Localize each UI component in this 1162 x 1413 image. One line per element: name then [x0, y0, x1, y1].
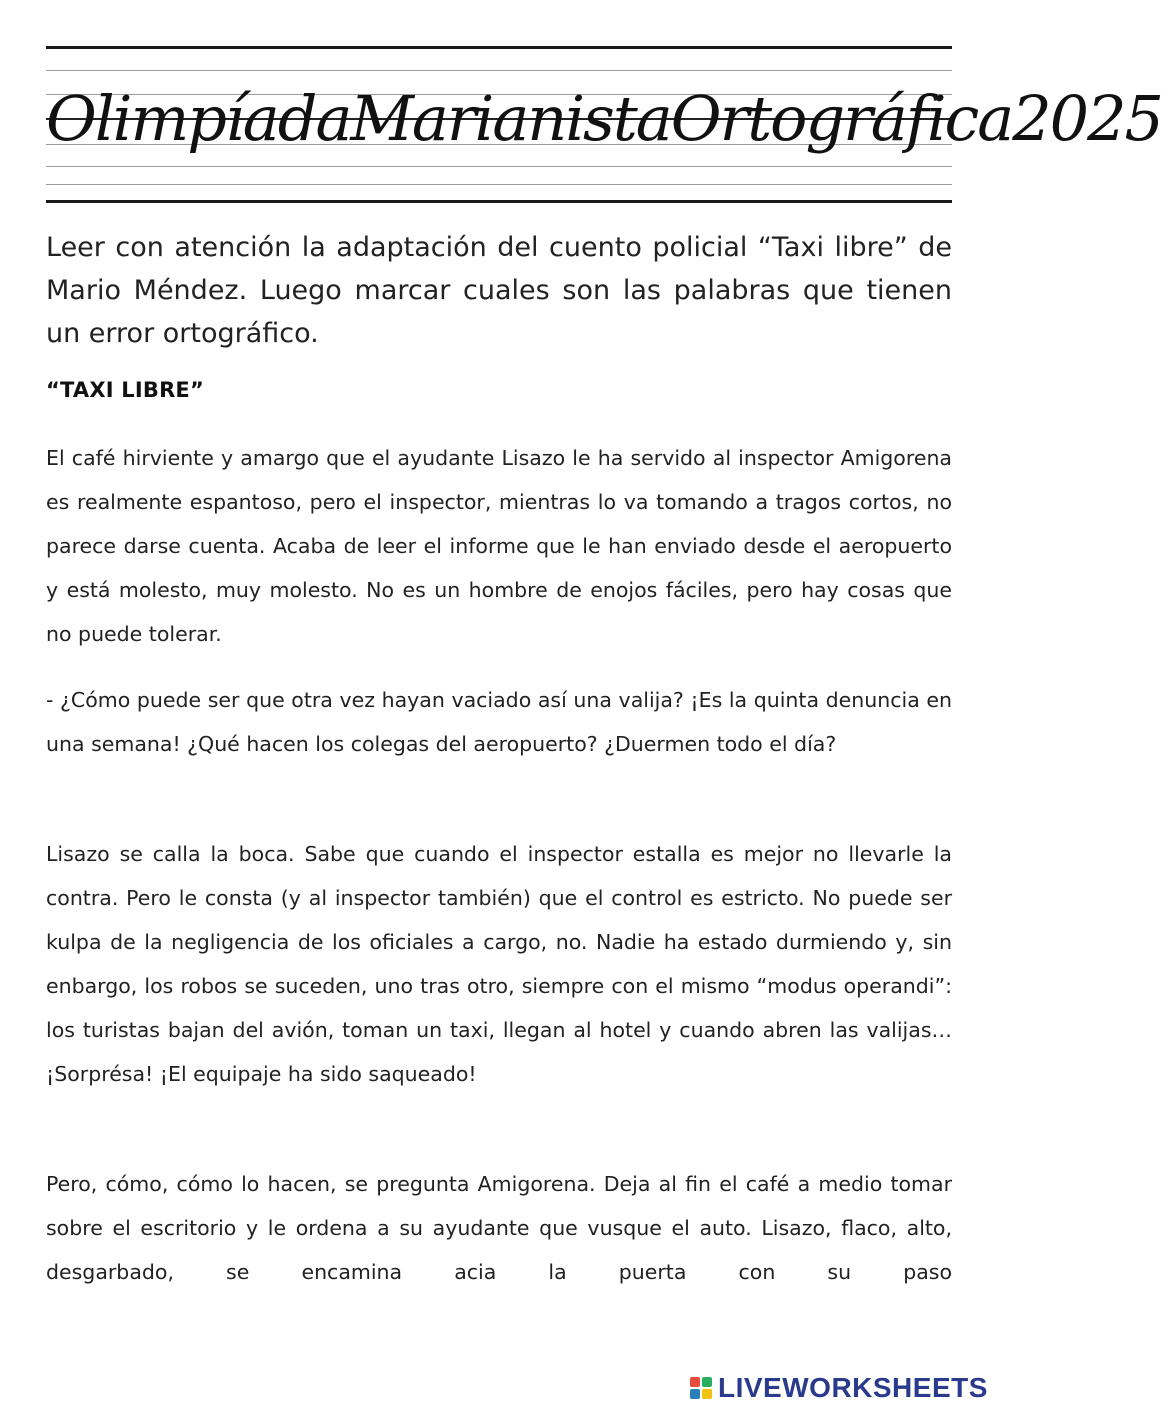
- handwriting-title-banner: [46, 44, 1162, 206]
- logo-square: [690, 1377, 700, 1387]
- logo-square: [690, 1389, 700, 1399]
- story-paragraph: El café hirviente y amargo que el ayudante Lisazo le ha servido al inspector Amigorena es realmente espantoso, pero el inspector, mientras lo va tomando a tragos cortos, no parece darse cuenta. Acaba de leer el informe que le han enviado desde el aeropuerto y está molesto, muy molesto. No es un hombre de enojos fáciles, pero hay cosas que no puede tolerar.: [46, 446, 952, 646]
- story-title: “TAXI LIBRE”: [46, 378, 204, 402]
- logo-square: [702, 1389, 712, 1399]
- guide-line: [46, 166, 952, 167]
- guide-line: [46, 70, 952, 71]
- logo-square: [702, 1377, 712, 1387]
- instructions-text: Leer con atención la adaptación del cuento policial “Taxi libre” de Mario Méndez. Luego marcar cuales son las palabras que tienen un error ortográfico.: [46, 232, 952, 349]
- liveworksheets-logo: [690, 1372, 988, 1404]
- top-border-line: [46, 46, 952, 49]
- story-paragraph: - ¿Cómo puede ser que otra vez hayan vaciado así una valija? ¡Es la quinta denuncia en una semana! ¿Qué hacen los colegas del aeropuerto? ¿Duermen todo el día?: [46, 688, 952, 756]
- bottom-border-line: [46, 200, 952, 203]
- story-paragraph: Pero, cómo, cómo lo hacen, se pregunta Amigorena. Deja al fin el café a medio tomar sobre el escritorio y le ordena a su ayudante que vusque el auto. Lisazo, flaco, alto, desgarbado, se encamina acia la puerta con su paso: [46, 1172, 952, 1284]
- logo-text: LIVEWORKSHEETS: [718, 1372, 988, 1403]
- guide-line: [46, 184, 952, 185]
- story-paragraph: Lisazo se calla la boca. Sabe que cuando el inspector estalla es mejor no llevarle la contra. Pero le consta (y al inspector también) que el control es estricto. No puede ser kulpa de la negligencia de los oficiales a cargo, no. Nadie ha estado durmiendo y, sin enbargo, los robos se suceden, uno tras otro, siempre con el mismo “modus operandi”: los turistas bajan del avión, toman un taxi, llegan al hotel y cuando abren las valijas… ¡Sorprésa! ¡El equipaje ha sido saqueado!: [46, 842, 952, 1086]
- page-title: OlimpíadaMarianistaOrtográfica2025: [46, 82, 1162, 155]
- liveworksheets-logo-icon: [690, 1377, 712, 1399]
